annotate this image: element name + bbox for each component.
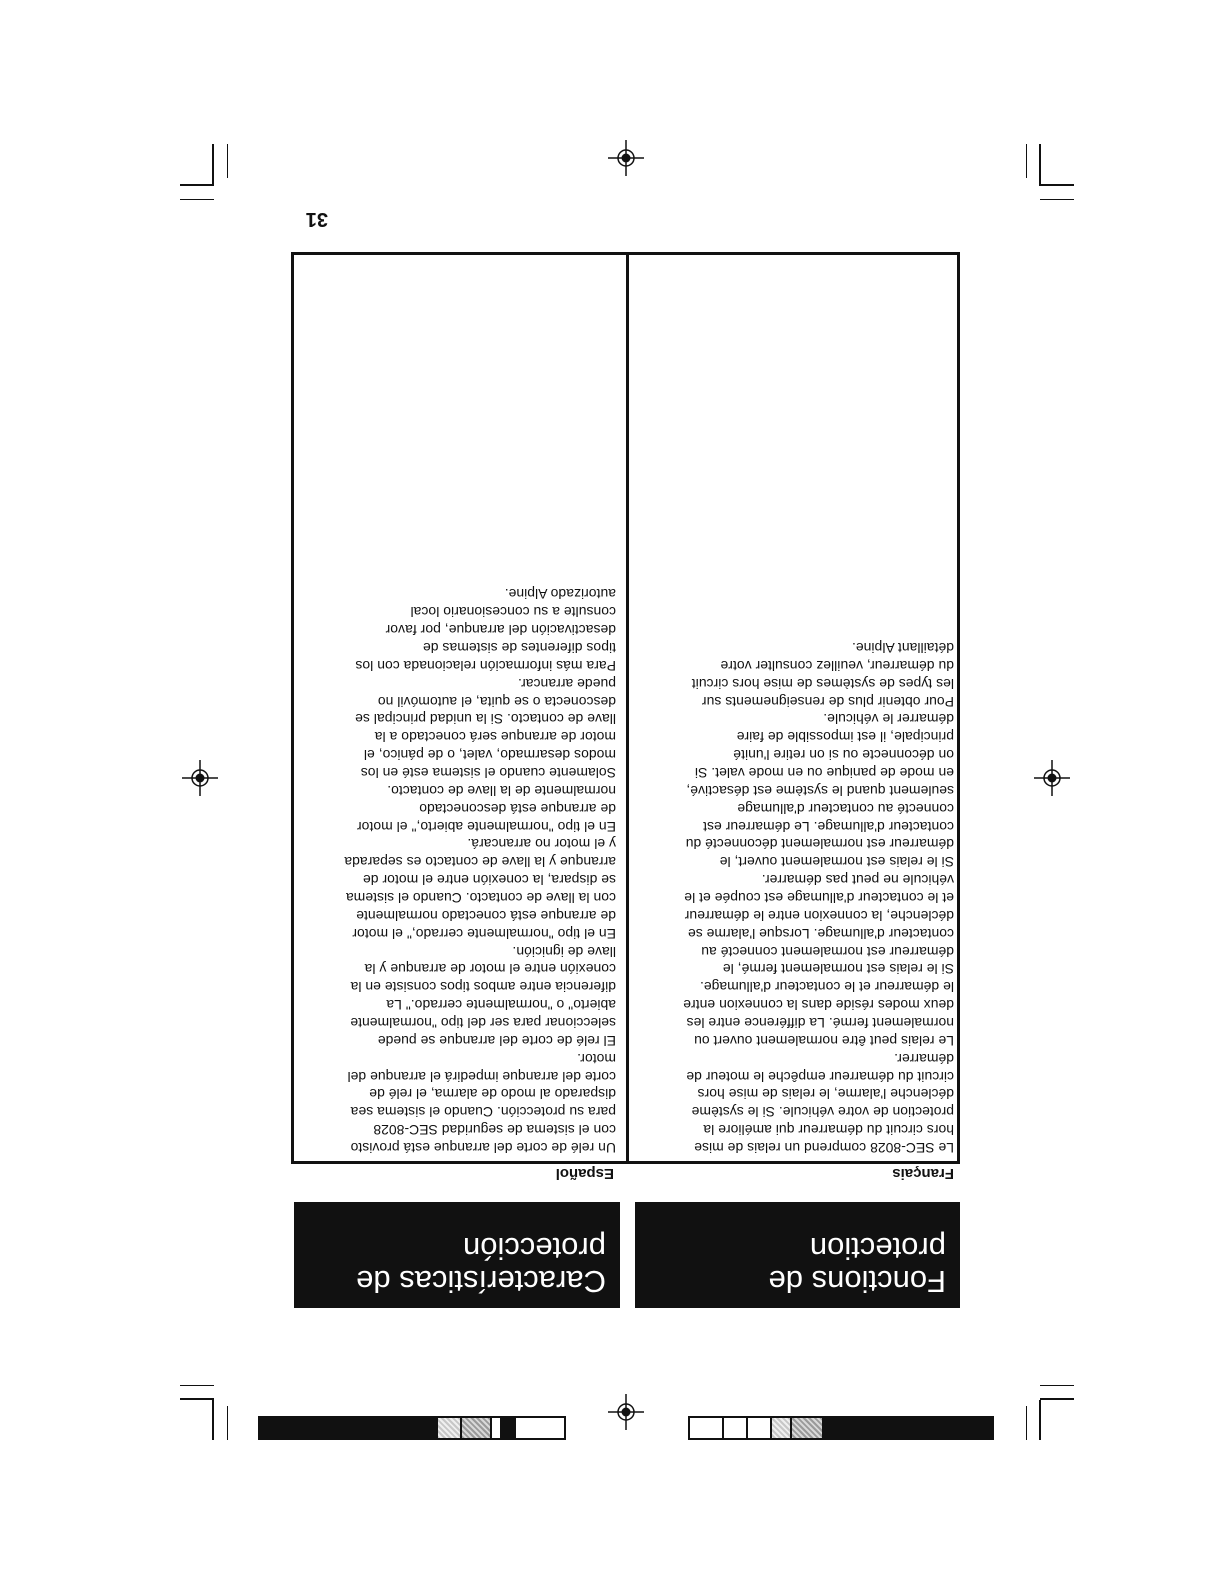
spanish-body-column: [296, 585, 616, 1157]
spanish-paragraph-2: El relé de corte del arranque se puede seleccionar para ser del tipo "normalmente abierto" o "normalmente cerrado." La diferencia entre ambos tipos consiste en la conexión entre el motor de arranque y la llave de ignición.: [350, 943, 616, 1049]
french-language-label: Français: [892, 1165, 954, 1182]
spanish-title-line1: Características de: [356, 1264, 606, 1299]
crop-mark: [1039, 1400, 1041, 1440]
crop-mark: [1039, 144, 1041, 186]
spanish-paragraph-5: Para más información relacionada con los tipos diferentes de sistemas de desactivación del arranque, por favor consulte a su concesionario local autorizado Alpine.: [355, 586, 616, 674]
french-title-line1: Fonctions de: [768, 1264, 946, 1299]
crop-mark: [1040, 1385, 1074, 1386]
spanish-paragraph-3: En el tipo "normalmente cerrado," el motor de arranque está conectado normalmente con la llave de contacto. Cuando el sistema se dispara, la conexión entre el motor de arranque y la llave de contacto es separada y el motor no arrancará.: [344, 836, 616, 942]
spanish-section-title: [294, 1202, 620, 1308]
crop-mark: [227, 144, 228, 178]
french-title-line2: protection: [809, 1230, 946, 1266]
french-paragraph-5: Pour obtenir plus de renseignements sur les types de systèmes de mise hors circuit du démarreur, veuillez consulter votre détaillant Alpine.: [691, 639, 954, 710]
registration-mark-icon: [182, 760, 218, 796]
crop-mark: [180, 199, 214, 200]
french-paragraph-4: Si le relais est normalement ouvert, le démarreur est normalement déconnecté du contacteur d'allumage. Le démarreur est connecté au contacteur d'allumage seulement quand le système est désactivé, en mode de panique ou en mode valet. Si on déconnecte ou si on retire l'unité principale, il est impossible de faire démarrer le véhicule.: [685, 711, 954, 871]
crop-mark: [1026, 144, 1027, 178]
crop-mark: [180, 184, 214, 186]
crop-mark: [1040, 184, 1074, 186]
french-section-title: [635, 1202, 960, 1308]
crop-mark: [212, 144, 214, 186]
registration-mark-icon: [1034, 760, 1070, 796]
crop-mark: [227, 1406, 228, 1440]
registration-mark-icon: [608, 140, 644, 176]
spanish-title-line2: protección: [462, 1230, 606, 1266]
french-paragraph-2: Le relais peut être normalement ouvert ou normalement fermé. La différence entre les deux modes réside dans la connexion entre le démarreur et le contacteur d'allumage.: [683, 979, 954, 1049]
crop-mark: [180, 1398, 214, 1400]
spanish-language-label: Español: [555, 1165, 614, 1182]
french-body-column: [634, 638, 954, 1156]
page-number: 31: [305, 208, 328, 230]
color-bar: [258, 1416, 566, 1440]
spanish-paragraph-4: En el tipo "normalmente abierto," el motor de arranque está desconectado normalmente de la llave de contacto. Solamente cuando el sistema esté en los modos desarmado, valet, o de pánico, el motor de arranque será conectado a la llave de contacto. Si la unidad principal se desconecta o se quita, el automóvil no puede arrancar.: [355, 675, 616, 835]
column-divider: [626, 252, 629, 1164]
crop-mark: [1040, 199, 1074, 200]
crop-mark: [1026, 1406, 1027, 1440]
french-paragraph-3: Si le relais est normalement fermé, le démarreur est normalement connecté au contacteur d'allumage. Lorsque l'alarme se déclenche, la connexion entre le démarreur et le contacteur d'allumage est coupée et le véhicule ne peut pas démarrer.: [684, 872, 954, 978]
crop-mark: [1040, 1398, 1074, 1400]
color-bar: [688, 1416, 994, 1440]
crop-mark: [212, 1400, 214, 1440]
registration-mark-icon: [608, 1394, 644, 1430]
french-paragraph-1: Le SEC-8028 comprend un relais de mise hors circuit du démarreur qui améliore la protection de votre véhicule. Si le système déclenche l'alarme, le relais de mise hors circuit du démarreur empêche le moteur de démarrer.: [686, 1050, 954, 1156]
spanish-paragraph-1: Un relé de corte del arranque está provisto con el sistema de seguridad SEC-8028 para su protección. Cuando el sistema sea disparado al modo de alarma, el relé de corte del arranque impedirá el arranque del motor.: [347, 1050, 616, 1156]
crop-mark: [180, 1385, 214, 1386]
